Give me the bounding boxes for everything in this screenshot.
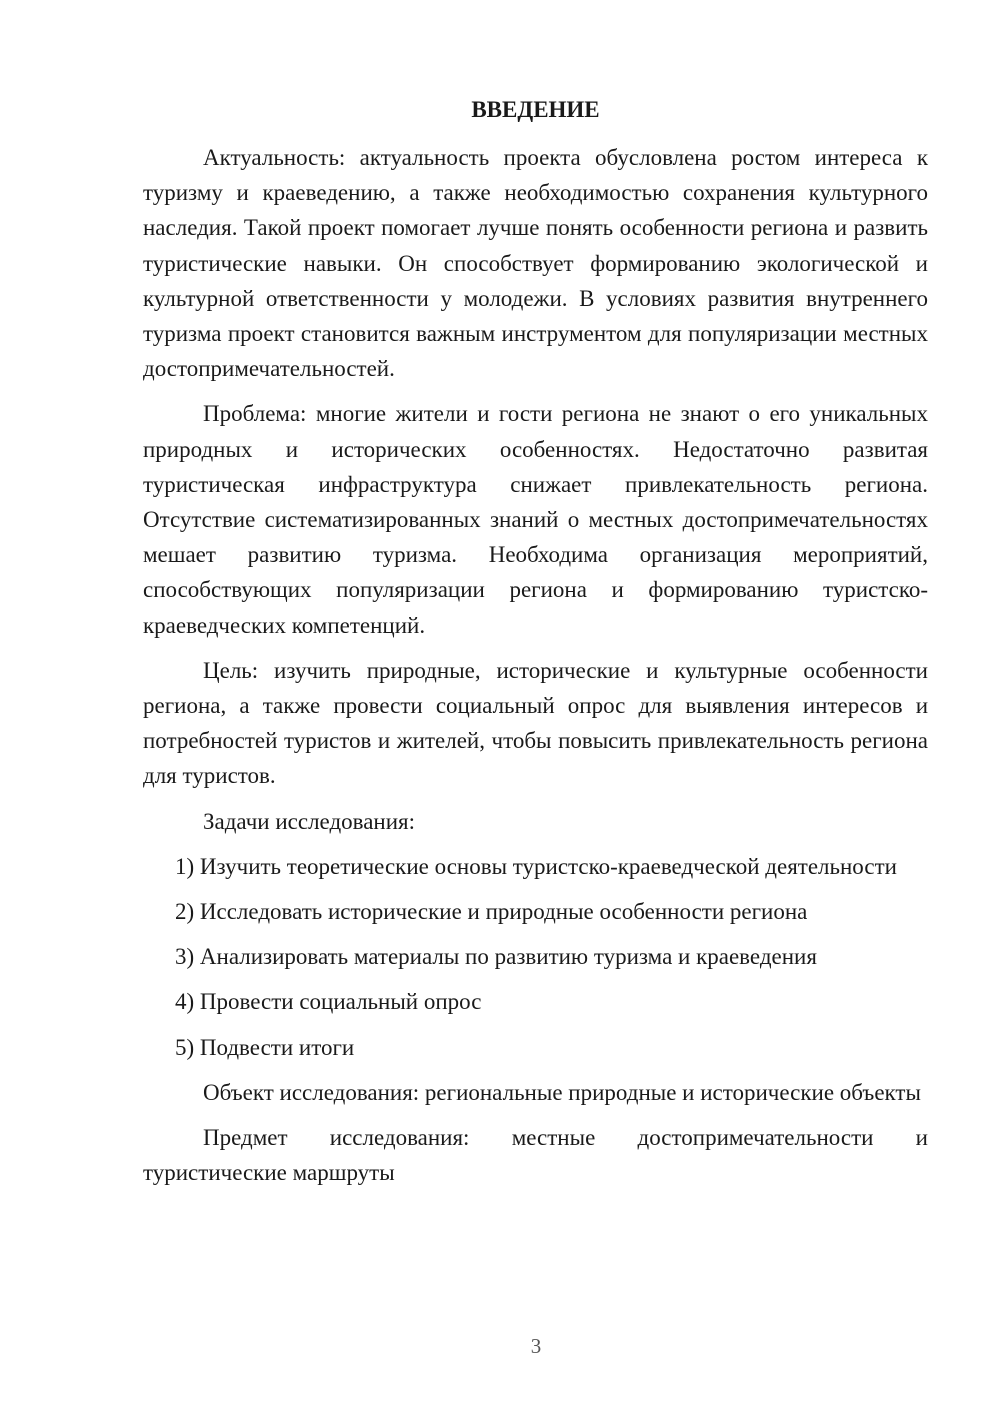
problem-paragraph: Проблема: многие жители и гости региона не знают о его уникальных природных и исторических особенностях. Недостаточно развитая туристическая инфраструктура снижает привлекательность региона. Отсутствие систематизированных знаний о местных достопримечательностях мешает развитию туризма. Необходима организация мероприятий, способствующих популяризации региона и формированию туристско-краеведческих компетенций.: [143, 401, 928, 638]
page-content: [143, 92, 928, 1200]
task-item-5: 5) Подвести итоги: [175, 1034, 355, 1060]
object-paragraph: Объект исследования: региональные природные и исторические объекты: [203, 1079, 921, 1105]
task-item-2: 2) Исследовать исторические и природные особенности региона: [175, 899, 808, 925]
task-item-4: 4) Провести социальный опрос: [175, 989, 482, 1015]
relevance-paragraph: Актуальность: актуальность проекта обусловлена ростом интереса к туризму и краеведению, а также необходимостью сохранения культурного наследия. Такой проект помогает лучше понять особенности региона и развить туристические навыки. Он способствует формированию экологической и культурной ответственности у молодежи. В условиях развития внутреннего туризма проект становится важным инструментом для популяризации местных достопримечательностей.: [143, 145, 928, 382]
goal-paragraph: Цель: изучить природные, исторические и культурные особенности региона, а также провести социальный опрос для выявления интересов и потребностей туристов и жителей, чтобы повысить привлекательность региона для туристов.: [143, 657, 928, 789]
page-number: 3: [530, 1334, 542, 1358]
subject-paragraph: Предмет исследования: местные достопримечательности и туристические маршруты: [143, 1125, 928, 1186]
task-item-1: 1) Изучить теоретические основы туристско-краеведческой деятельности: [175, 853, 897, 879]
section-heading: ВВЕДЕНИЕ: [471, 97, 600, 122]
task-item-3: 3) Анализировать материалы по развитию туризма и краеведения: [175, 944, 817, 970]
tasks-title: Задачи исследования:: [203, 808, 416, 834]
